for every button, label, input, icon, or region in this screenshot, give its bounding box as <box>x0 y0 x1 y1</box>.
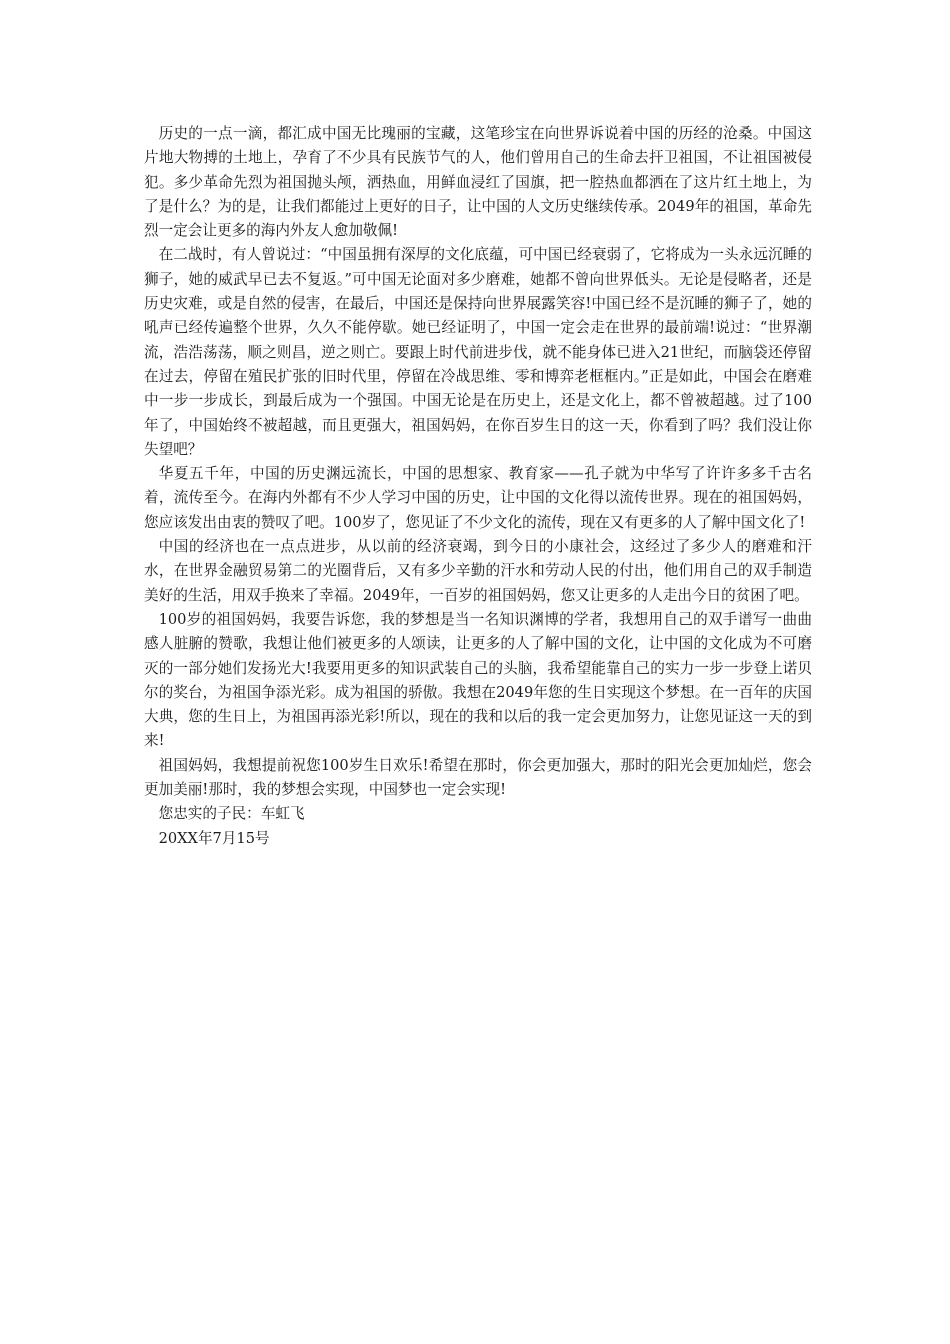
paragraph-1: 历史的一点一滴，都汇成中国无比瑰丽的宝藏，这笔珍宝在向世界诉说着中国的历经的沧桑。中国这片地大物搏的土地上，孕育了不少具有民族节气的人，他们曾用自己的生命去扞卫祖国，不让祖国被侵犯。多少革命先烈为祖国抛头颅，洒热血，用鲜血浸红了国旗，把一腔热血都洒在了这片红土地上，为了是什么？为的是，让我们都能过上更好的日子，让中国的人文历史继续传承。2049年的祖国，革命先烈一定会让更多的海内外友人愈加敬佩! <box>144 125 812 240</box>
paragraph-6: 祖国妈妈，我想提前祝您100岁生日欢乐!希望在那时，你会更加强大，那时的阳光会更加灿烂，您会更加美丽!那时，我的梦想会实现，中国梦也一定会实现! <box>144 756 812 799</box>
signature: 您忠实的子民：车虹飞 <box>158 805 305 823</box>
paragraph-2: 在二战时，有人曾说过：“中国虽拥有深厚的文化底蕴，可中国已经衰弱了，它将成为一头永远沉睡的狮子，她的威武早已去不复返。”可中国无论面对多少磨难，她都不曾向世界低头。无论是侵略者，还是历史灾难，或是自然的侵害，在最后，中国还是保持向世界展露笑容!中国已经不是沉睡的狮子了，她的吼声已经传遍整个世界，久久不能停歇。她已经证明了，中国一定会走在世界的最前端!说过：“世界潮流，浩浩荡荡，顺之则昌，逆之则亡。要跟上时代前进步伐，就不能身体已进入21世纪，而脑袋还停留在过去，停留在殖民扩张的旧时代里，停留在冷战思维、零和博弈老框框内。”正是如此，中国会在磨难中一步一步成长，到最后成为一个强国。中国无论是在历史上，还是文化上，都不曾被超越。过了100年了，中国始终不被超越，而且更强大，祖国妈妈，在你百岁生日的这一天，你看到了吗？我们没让你失望吧？ <box>144 246 812 458</box>
paragraph-3: 华夏五千年，中国的历史渊远流长，中国的思想家、教育家——孔子就为中华写了许许多多千古名着，流传至今。在海内外都有不少人学习中国的历史，让中国的文化得以流传世界。现在的祖国妈妈，您应该发出由衷的赞叹了吧。100岁了，您见证了不少文化的流传，现在又有更多的人了解中国文化了! <box>144 465 812 531</box>
date: 20XX年7月15号 <box>158 829 270 847</box>
paragraph-5: 100岁的祖国妈妈，我要告诉您，我的梦想是当一名知识渊博的学者，我想用自己的双手谱写一曲曲感人脏腑的赞歌，我想让他们被更多的人颂读，让更多的人了解中国的文化，让中国的文化成为不可磨灭的一部分她们发扬光大!我要用更多的知识武装自己的头脑，我希望能靠自己的实力一步一步登上诺贝尔的奖台，为祖国争添光彩。成为祖国的骄傲。我想在2049年您的生日实现这个梦想。在一百年的庆国大典，您的生日上，为祖国再添光彩!所以，现在的我和以后的我一定会更加努力，让您见证这一天的到来! <box>144 610 812 750</box>
document-page <box>144 122 812 851</box>
paragraph-4: 中国的经济也在一点点进步，从以前的经济衰竭，到今日的小康社会，这经过了多少人的磨难和汗水，在世界金融贸易第二的光圈背后，又有多少辛勤的汗水和劳动人民的付出，他们用自己的双手制造美好的生活，用双手换来了幸福。2049年，一百岁的祖国妈妈，您又让更多的人走出今日的贫困了吧。 <box>144 538 812 604</box>
